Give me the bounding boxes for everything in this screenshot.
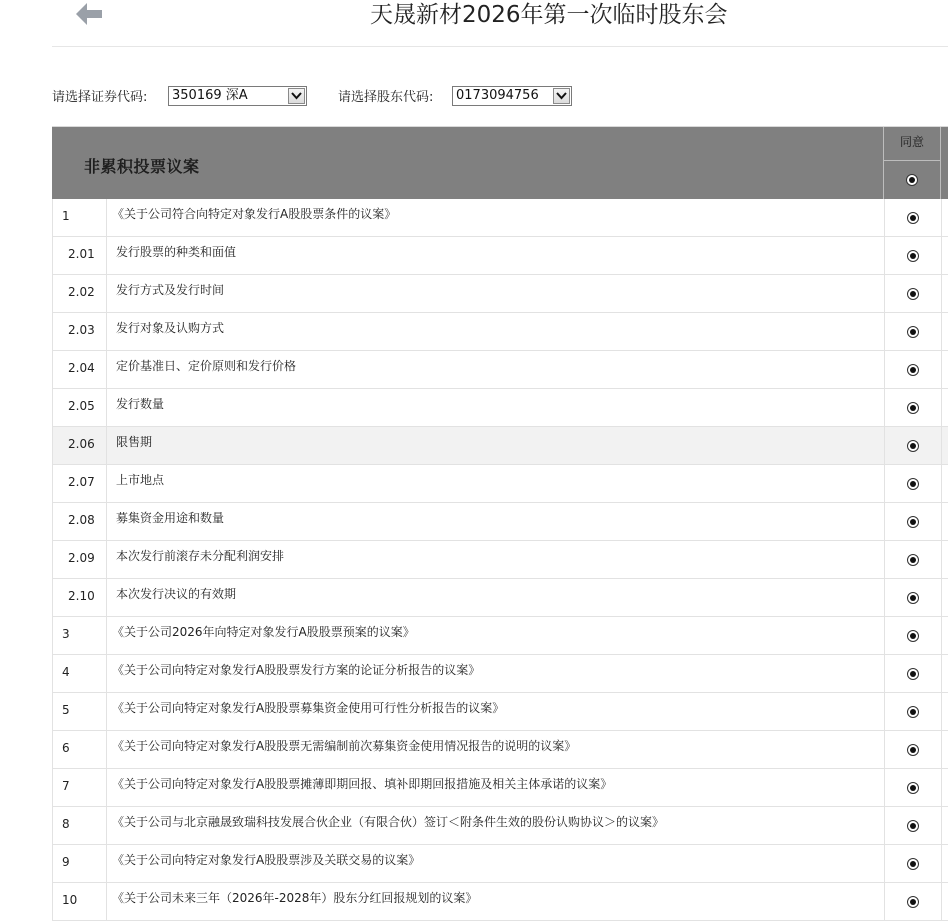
- agree-radio[interactable]: [907, 250, 919, 262]
- dropdown-button[interactable]: [553, 88, 570, 104]
- proposal-table: [52, 126, 948, 921]
- proposal-title: 发行数量: [116, 397, 165, 411]
- table-row: [52, 199, 948, 237]
- proposal-number: 2.04: [53, 351, 107, 388]
- proposal-number: 1: [53, 199, 107, 236]
- proposal-number: 2.01: [53, 237, 107, 274]
- section-title: 非累积投票议案: [84, 157, 200, 176]
- proposal-number: 8: [53, 807, 107, 844]
- proposal-title: 募集资金用途和数量: [116, 511, 225, 525]
- chevron-down-icon: [556, 92, 567, 100]
- proposal-title: 《关于公司向特定对象发行A股股票无需编制前次募集资金使用情况报告的说明的议案》: [112, 739, 577, 753]
- agree-radio[interactable]: [907, 744, 919, 756]
- agree-cell: [884, 351, 942, 388]
- agree-radio[interactable]: [907, 782, 919, 794]
- table-row: [52, 503, 948, 541]
- agree-radio[interactable]: [907, 516, 919, 528]
- table-row: [52, 845, 948, 883]
- agree-cell: [884, 731, 942, 768]
- table-row: [52, 655, 948, 693]
- agree-radio[interactable]: [907, 668, 919, 680]
- agree-cell: [884, 807, 942, 844]
- chevron-down-icon: [291, 92, 302, 100]
- agree-cell: [884, 503, 942, 540]
- agree-cell: [884, 693, 942, 730]
- proposal-number: 2.03: [53, 313, 107, 350]
- radio-selected-icon[interactable]: [906, 174, 918, 186]
- proposal-number: 2.10: [53, 579, 107, 616]
- proposal-number: 2.02: [53, 275, 107, 312]
- holder-code-value: 0173094756: [456, 88, 539, 103]
- table-row: [52, 617, 948, 655]
- proposal-title: 《关于公司与北京融晟致瑞科技发展合伙企业（有限合伙）签订＜附条件生效的股份认购协议＞的议案》: [112, 815, 665, 829]
- proposal-number: 9: [53, 845, 107, 882]
- proposal-number: 2.09: [53, 541, 107, 578]
- agree-radio[interactable]: [907, 288, 919, 300]
- proposal-title: 《关于公司向特定对象发行A股股票涉及关联交易的议案》: [112, 853, 421, 867]
- agree-radio[interactable]: [907, 364, 919, 376]
- agree-cell: [884, 199, 942, 236]
- agree-radio[interactable]: [907, 820, 919, 832]
- agree-radio[interactable]: [907, 326, 919, 338]
- proposal-title: 《关于公司向特定对象发行A股股票摊薄即期回报、填补即期回报措施及相关主体承诺的议案》: [112, 777, 613, 791]
- table-row: [52, 313, 948, 351]
- proposal-title: 《关于公司未来三年（2026年-2028年）股东分红回报规划的议案》: [112, 891, 478, 905]
- table-row: [52, 389, 948, 427]
- agree-cell: [884, 313, 942, 350]
- agree-label: 同意: [884, 127, 940, 161]
- proposal-number: 5: [53, 693, 107, 730]
- proposal-title: 本次发行决议的有效期: [116, 587, 237, 601]
- agree-cell: [884, 617, 942, 654]
- proposal-title: 《关于公司符合向特定对象发行A股股票条件的议案》: [112, 207, 397, 221]
- agree-cell: [884, 237, 942, 274]
- proposal-number: 6: [53, 731, 107, 768]
- security-code-select[interactable]: [168, 86, 307, 106]
- agree-radio[interactable]: [907, 440, 919, 452]
- proposal-title: 《关于公司2026年向特定对象发行A股股票预案的议案》: [112, 625, 415, 639]
- agree-radio[interactable]: [907, 212, 919, 224]
- page-title: 天晟新材2026年第一次临时股东会: [370, 2, 728, 28]
- dropdown-button[interactable]: [288, 88, 305, 104]
- agree-radio[interactable]: [907, 402, 919, 414]
- agree-cell: [884, 883, 942, 920]
- proposal-number: 2.05: [53, 389, 107, 426]
- agree-all-radio[interactable]: [906, 174, 918, 186]
- table-row: [52, 883, 948, 921]
- proposal-title: 上市地点: [116, 473, 165, 487]
- security-code-label: 请选择证券代码:: [52, 90, 148, 105]
- proposal-number: 4: [53, 655, 107, 692]
- proposal-title: 发行股票的种类和面值: [116, 245, 237, 259]
- table-row: [52, 237, 948, 275]
- table-row: [52, 731, 948, 769]
- agree-cell: [884, 655, 942, 692]
- agree-cell: [884, 465, 942, 502]
- agree-cell: [884, 579, 942, 616]
- table-row: [52, 465, 948, 503]
- table-header: [52, 127, 948, 199]
- proposal-title: 发行对象及认购方式: [116, 321, 225, 335]
- back-button[interactable]: [72, 0, 106, 30]
- table-row: [52, 541, 948, 579]
- agree-radio[interactable]: [907, 706, 919, 718]
- security-code-value: 350169 深A: [172, 88, 248, 103]
- table-row: [52, 275, 948, 313]
- holder-code-select[interactable]: [452, 86, 572, 106]
- proposal-number: 7: [53, 769, 107, 806]
- proposal-title: 发行方式及发行时间: [116, 283, 225, 297]
- holder-code-label: 请选择股东代码:: [338, 90, 434, 105]
- agree-cell: [884, 541, 942, 578]
- proposal-title: 本次发行前滚存未分配利润安排: [116, 549, 285, 563]
- table-body: [52, 199, 948, 921]
- proposal-title: 《关于公司向特定对象发行A股股票募集资金使用可行性分析报告的议案》: [112, 701, 505, 715]
- proposal-title: 定价基准日、定价原则和发行价格: [116, 359, 297, 373]
- agree-cell: [884, 389, 942, 426]
- agree-radio[interactable]: [907, 896, 919, 908]
- agree-cell: [884, 275, 942, 312]
- proposal-number: 2.07: [53, 465, 107, 502]
- table-row: [52, 427, 948, 465]
- agree-cell: [884, 769, 942, 806]
- table-row: [52, 693, 948, 731]
- table-row: [52, 769, 948, 807]
- agree-cell: [884, 845, 942, 882]
- proposal-number: 2.08: [53, 503, 107, 540]
- agree-radio[interactable]: [907, 630, 919, 642]
- agree-cell: [884, 427, 942, 464]
- arrow-left-icon: [72, 0, 106, 30]
- agree-radio[interactable]: [907, 592, 919, 604]
- proposal-title: 《关于公司向特定对象发行A股股票发行方案的论证分析报告的议案》: [112, 663, 481, 677]
- page-header: [52, 0, 948, 47]
- table-row: [52, 807, 948, 845]
- table-row: [52, 579, 948, 617]
- proposal-number: 3: [53, 617, 107, 654]
- agree-column-header: [883, 127, 941, 199]
- table-row: [52, 351, 948, 389]
- proposal-number: 2.06: [53, 427, 107, 464]
- agree-radio[interactable]: [907, 858, 919, 870]
- agree-radio[interactable]: [907, 554, 919, 566]
- agree-radio[interactable]: [907, 478, 919, 490]
- proposal-number: 10: [53, 883, 107, 920]
- proposal-title: 限售期: [116, 435, 153, 449]
